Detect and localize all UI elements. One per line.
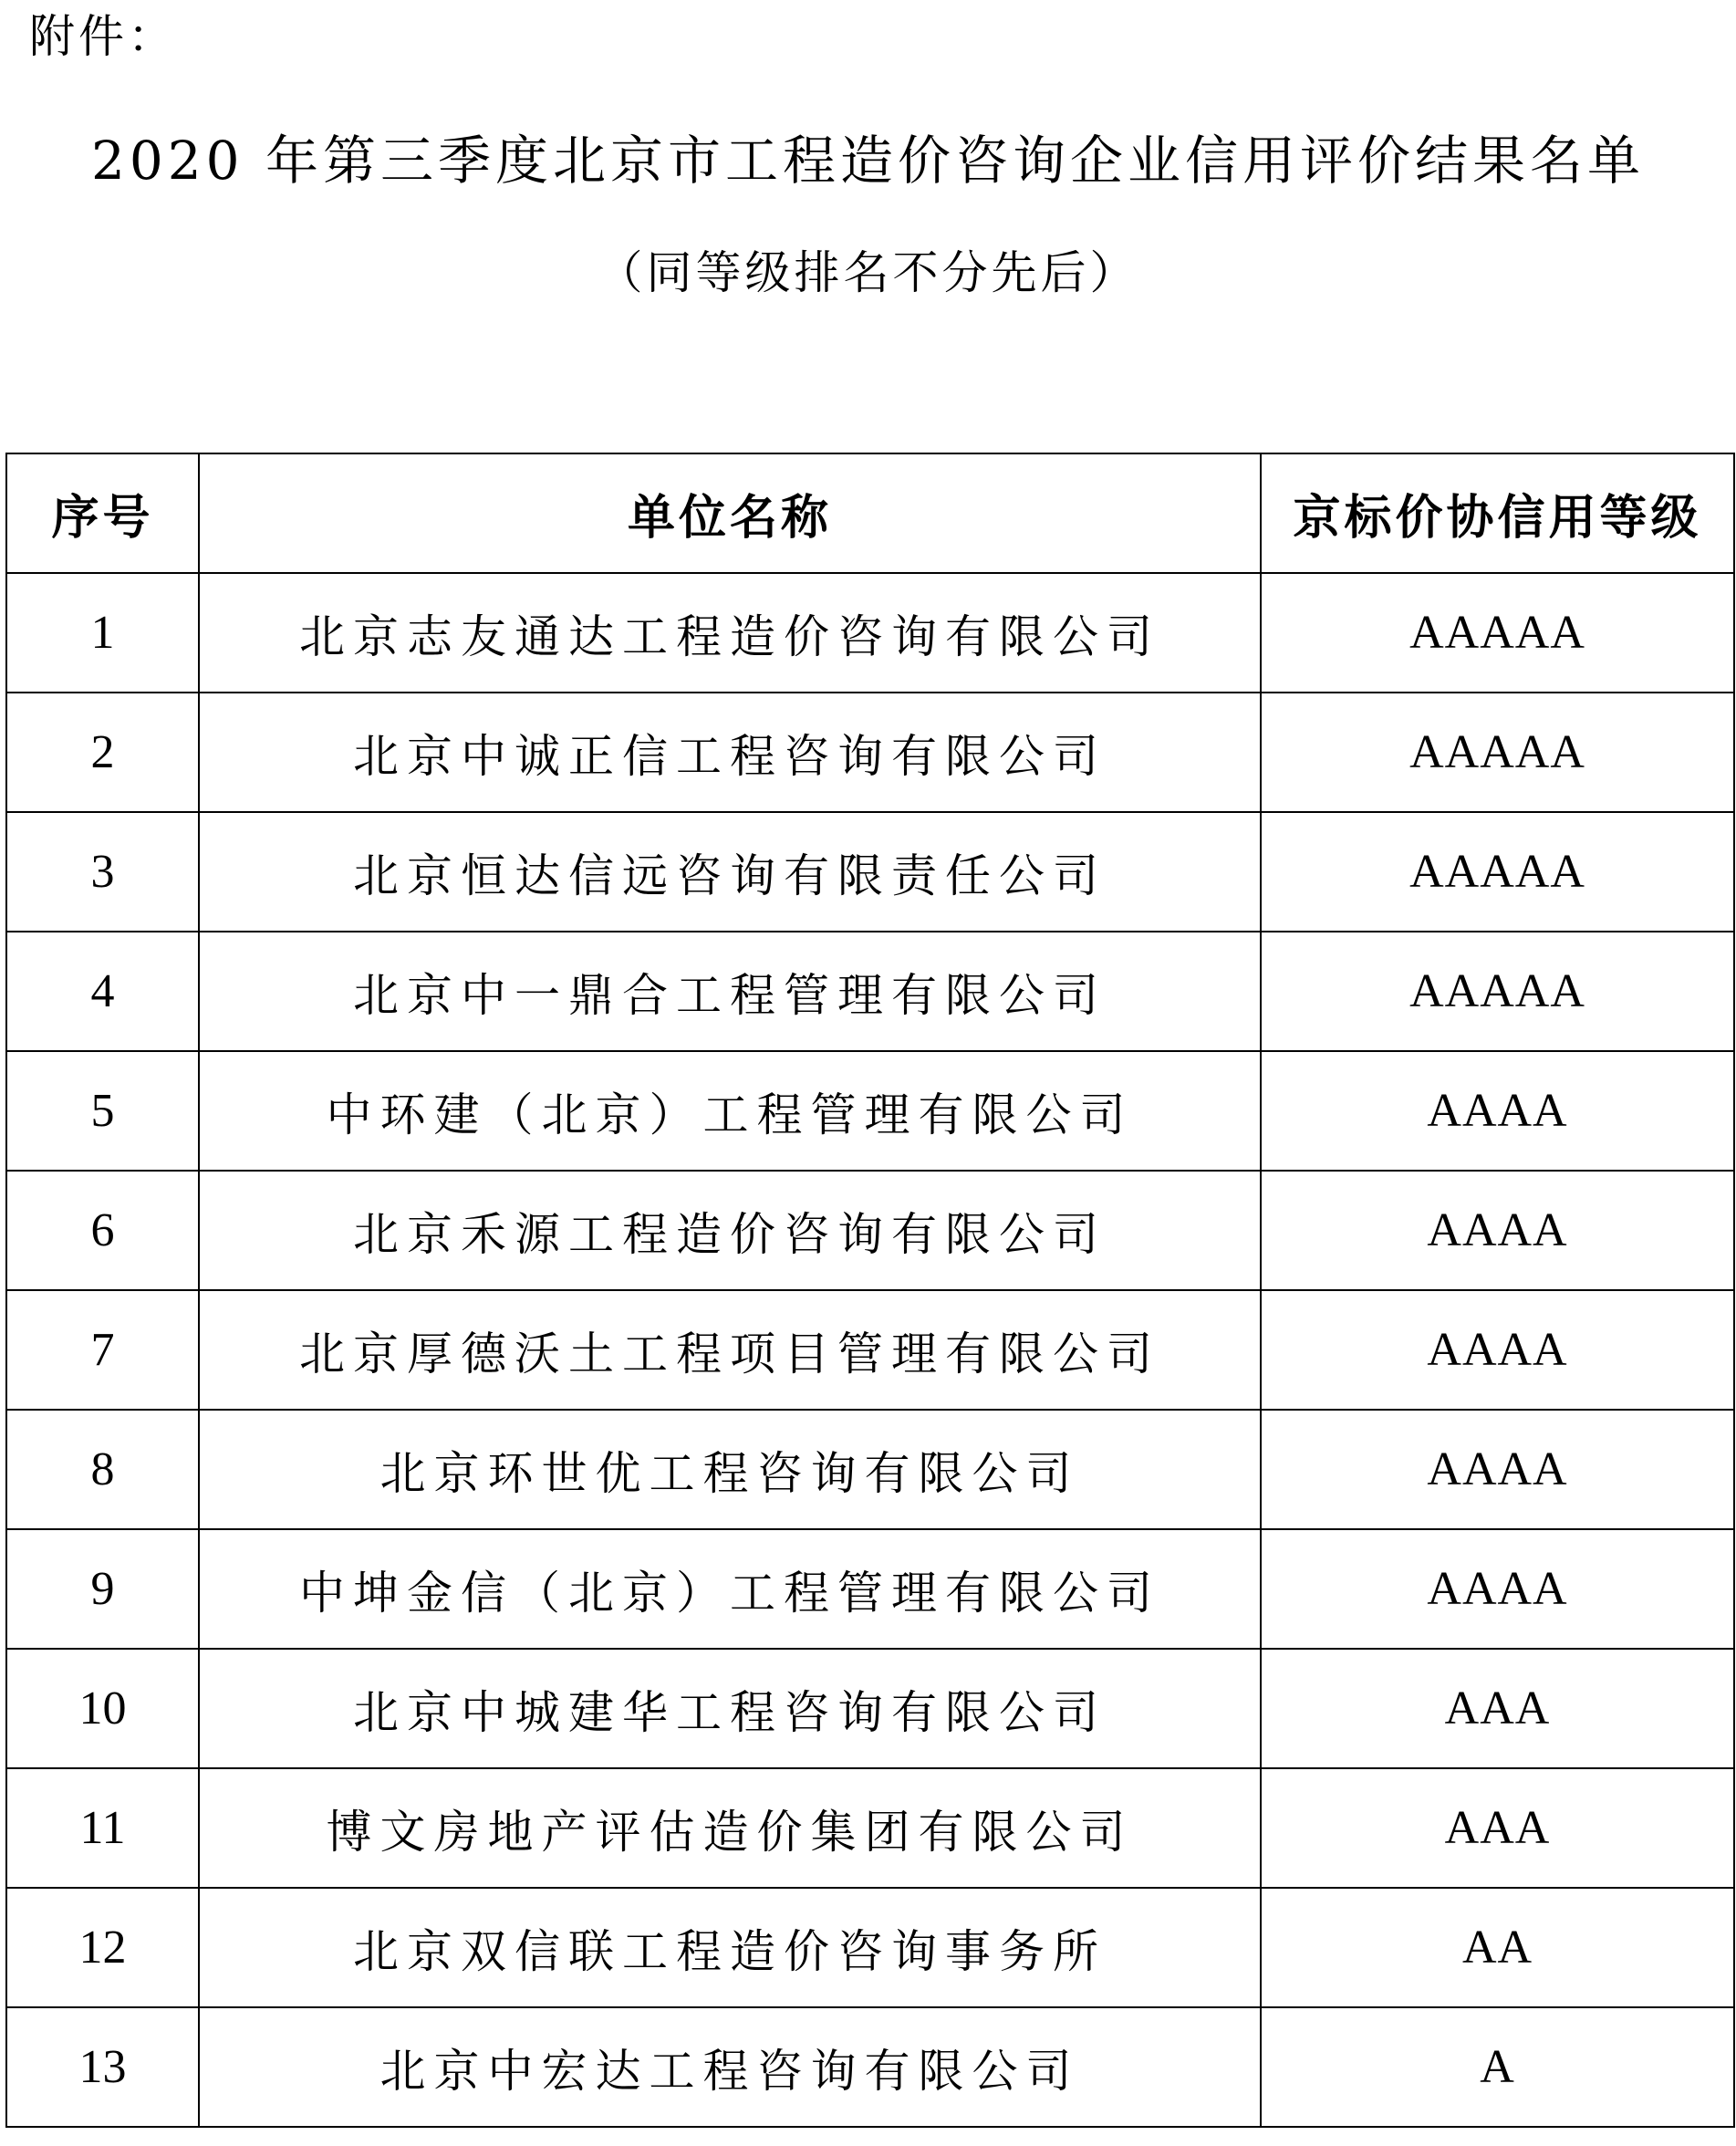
company-name: 北京中一鼎合工程管理有限公司: [199, 932, 1261, 1051]
table-row: [6, 1410, 1734, 1529]
company-name: 中坤金信（北京）工程管理有限公司: [199, 1529, 1261, 1649]
serial-number: 5: [6, 1051, 199, 1171]
table-row: [6, 932, 1734, 1051]
header-serial-number: 序号: [6, 453, 199, 573]
company-name: 北京中诚正信工程咨询有限公司: [199, 693, 1261, 812]
serial-number: 1: [6, 573, 199, 693]
document-title: 2020 年第三季度北京市工程造价咨询企业信用评价结果名单: [90, 130, 1646, 192]
credit-grade: AAAAA: [1261, 693, 1734, 812]
header-credit-grade: 京标价协信用等级: [1261, 453, 1734, 573]
document-subtitle: （同等级排名不分先后）: [597, 246, 1139, 299]
attachment-label: 附件：: [29, 10, 177, 63]
credit-grade: AAA: [1261, 1768, 1734, 1888]
company-name: 北京中城建华工程咨询有限公司: [199, 1649, 1261, 1768]
serial-number: 9: [6, 1529, 199, 1649]
serial-number: 2: [6, 693, 199, 812]
table-header-row: [6, 453, 1734, 573]
credit-grade: AAAA: [1261, 1051, 1734, 1171]
company-name: 北京双信联工程造价咨询事务所: [199, 1888, 1261, 2007]
company-name: 北京环世优工程咨询有限公司: [199, 1410, 1261, 1529]
serial-number: 11: [6, 1768, 199, 1888]
credit-grade: AA: [1261, 1888, 1734, 2007]
table-row: [6, 812, 1734, 932]
serial-number: 13: [6, 2007, 199, 2127]
company-name: 北京中宏达工程咨询有限公司: [199, 2007, 1261, 2127]
serial-number: 10: [6, 1649, 199, 1768]
table-row: [6, 573, 1734, 693]
credit-grade: AAAA: [1261, 1410, 1734, 1529]
serial-number: 12: [6, 1888, 199, 2007]
credit-grade: AAAAA: [1261, 573, 1734, 693]
credit-grade: AAA: [1261, 1649, 1734, 1768]
table-row: [6, 2007, 1734, 2127]
company-name: 北京志友通达工程造价咨询有限公司: [199, 573, 1261, 693]
company-name: 北京恒达信远咨询有限责任公司: [199, 812, 1261, 932]
header-company-name: 单位名称: [199, 453, 1261, 573]
serial-number: 6: [6, 1171, 199, 1290]
table-row: [6, 1888, 1734, 2007]
table-row: [6, 1051, 1734, 1171]
credit-grade: AAAA: [1261, 1290, 1734, 1410]
table-row: [6, 1649, 1734, 1768]
table-row: [6, 1529, 1734, 1649]
table-row: [6, 1171, 1734, 1290]
company-name: 博文房地产评估造价集团有限公司: [199, 1768, 1261, 1888]
table-row: [6, 1768, 1734, 1888]
credit-grade: A: [1261, 2007, 1734, 2127]
credit-grade: AAAAA: [1261, 812, 1734, 932]
credit-grade: AAAA: [1261, 1529, 1734, 1649]
table-row: [6, 1290, 1734, 1410]
serial-number: 4: [6, 932, 199, 1051]
serial-number: 3: [6, 812, 199, 932]
credit-rating-table: [5, 453, 1735, 2128]
credit-grade: AAAAA: [1261, 932, 1734, 1051]
serial-number: 7: [6, 1290, 199, 1410]
company-name: 中环建（北京）工程管理有限公司: [199, 1051, 1261, 1171]
table-row: [6, 693, 1734, 812]
credit-grade: AAAA: [1261, 1171, 1734, 1290]
serial-number: 8: [6, 1410, 199, 1529]
company-name: 北京厚德沃土工程项目管理有限公司: [199, 1290, 1261, 1410]
company-name: 北京禾源工程造价咨询有限公司: [199, 1171, 1261, 1290]
